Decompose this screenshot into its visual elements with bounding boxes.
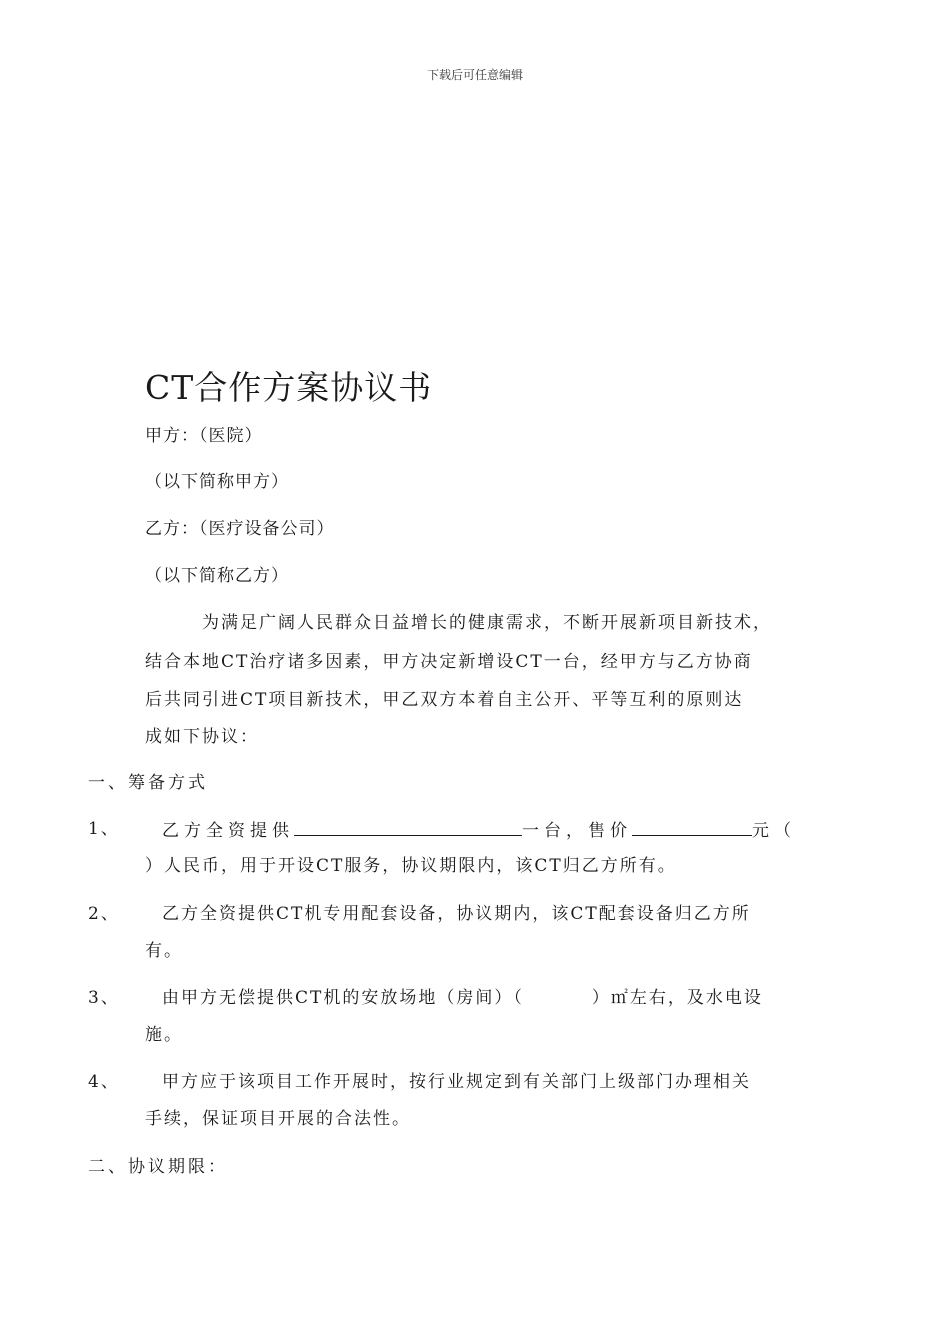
party-a: 甲方：（医院） bbox=[145, 426, 263, 446]
item-1-blank-price bbox=[632, 818, 752, 836]
item-1-text-b: 一台，售价 bbox=[522, 821, 632, 841]
party-b-alias: （以下简称乙方） bbox=[145, 566, 289, 586]
item-1-line1 bbox=[162, 818, 796, 842]
intro-line-4: 成如下协议： bbox=[145, 727, 259, 747]
item-4-number: 4、 bbox=[88, 1072, 120, 1092]
party-a-alias: （以下简称甲方） bbox=[145, 472, 289, 492]
header-note: 下载后可任意编辑 bbox=[426, 68, 523, 82]
item-1-blank-device bbox=[294, 818, 522, 836]
intro-line-2: 结合本地CT治疗诸多因素，甲方决定新增设CT一台，经甲方与乙方协商 bbox=[145, 652, 753, 672]
section2-heading: 二、协议期限： bbox=[88, 1157, 228, 1177]
document-title: CT合作方案协议书 bbox=[145, 368, 433, 407]
item-2-number: 2、 bbox=[88, 904, 120, 924]
item-1-text-a: 乙方全资提供 bbox=[162, 821, 294, 841]
item-1-line2: ）人民币，用于开设CT服务，协议期限内，该CT归乙方所有。 bbox=[145, 856, 677, 876]
item-3-line2: 施。 bbox=[145, 1025, 183, 1045]
item-3-text-b: ）㎡左右，及水电设 bbox=[591, 988, 763, 1008]
party-b: 乙方：（医疗设备公司） bbox=[145, 519, 335, 539]
item-1-number: 1、 bbox=[88, 819, 120, 839]
item-3-text-a: 由甲方无偿提供CT机的安放场地（房间）（ bbox=[162, 988, 524, 1008]
item-1-text-c: 元（ bbox=[752, 821, 796, 841]
intro-line-3: 后共同引进CT项目新技术，甲乙双方本着自主公开、平等互利的原则达 bbox=[145, 690, 744, 710]
item-2-line2: 有。 bbox=[145, 941, 183, 961]
item-3-number: 3、 bbox=[88, 988, 120, 1008]
item-4-line1: 甲方应于该项目工作开展时，按行业规定到有关部门上级部门办理相关 bbox=[162, 1072, 751, 1092]
section1-heading: 一、筹备方式 bbox=[88, 773, 208, 793]
item-4-line2: 手续，保证项目开展的合法性。 bbox=[145, 1109, 411, 1129]
intro-line-1: 为满足广阔人民群众日益增长的健康需求，不断开展新项目新技术， bbox=[202, 613, 772, 633]
item-2-line1: 乙方全资提供CT机专用配套设备，协议期内，该CT配套设备归乙方所 bbox=[162, 904, 751, 924]
item-3-line1 bbox=[162, 987, 763, 1009]
